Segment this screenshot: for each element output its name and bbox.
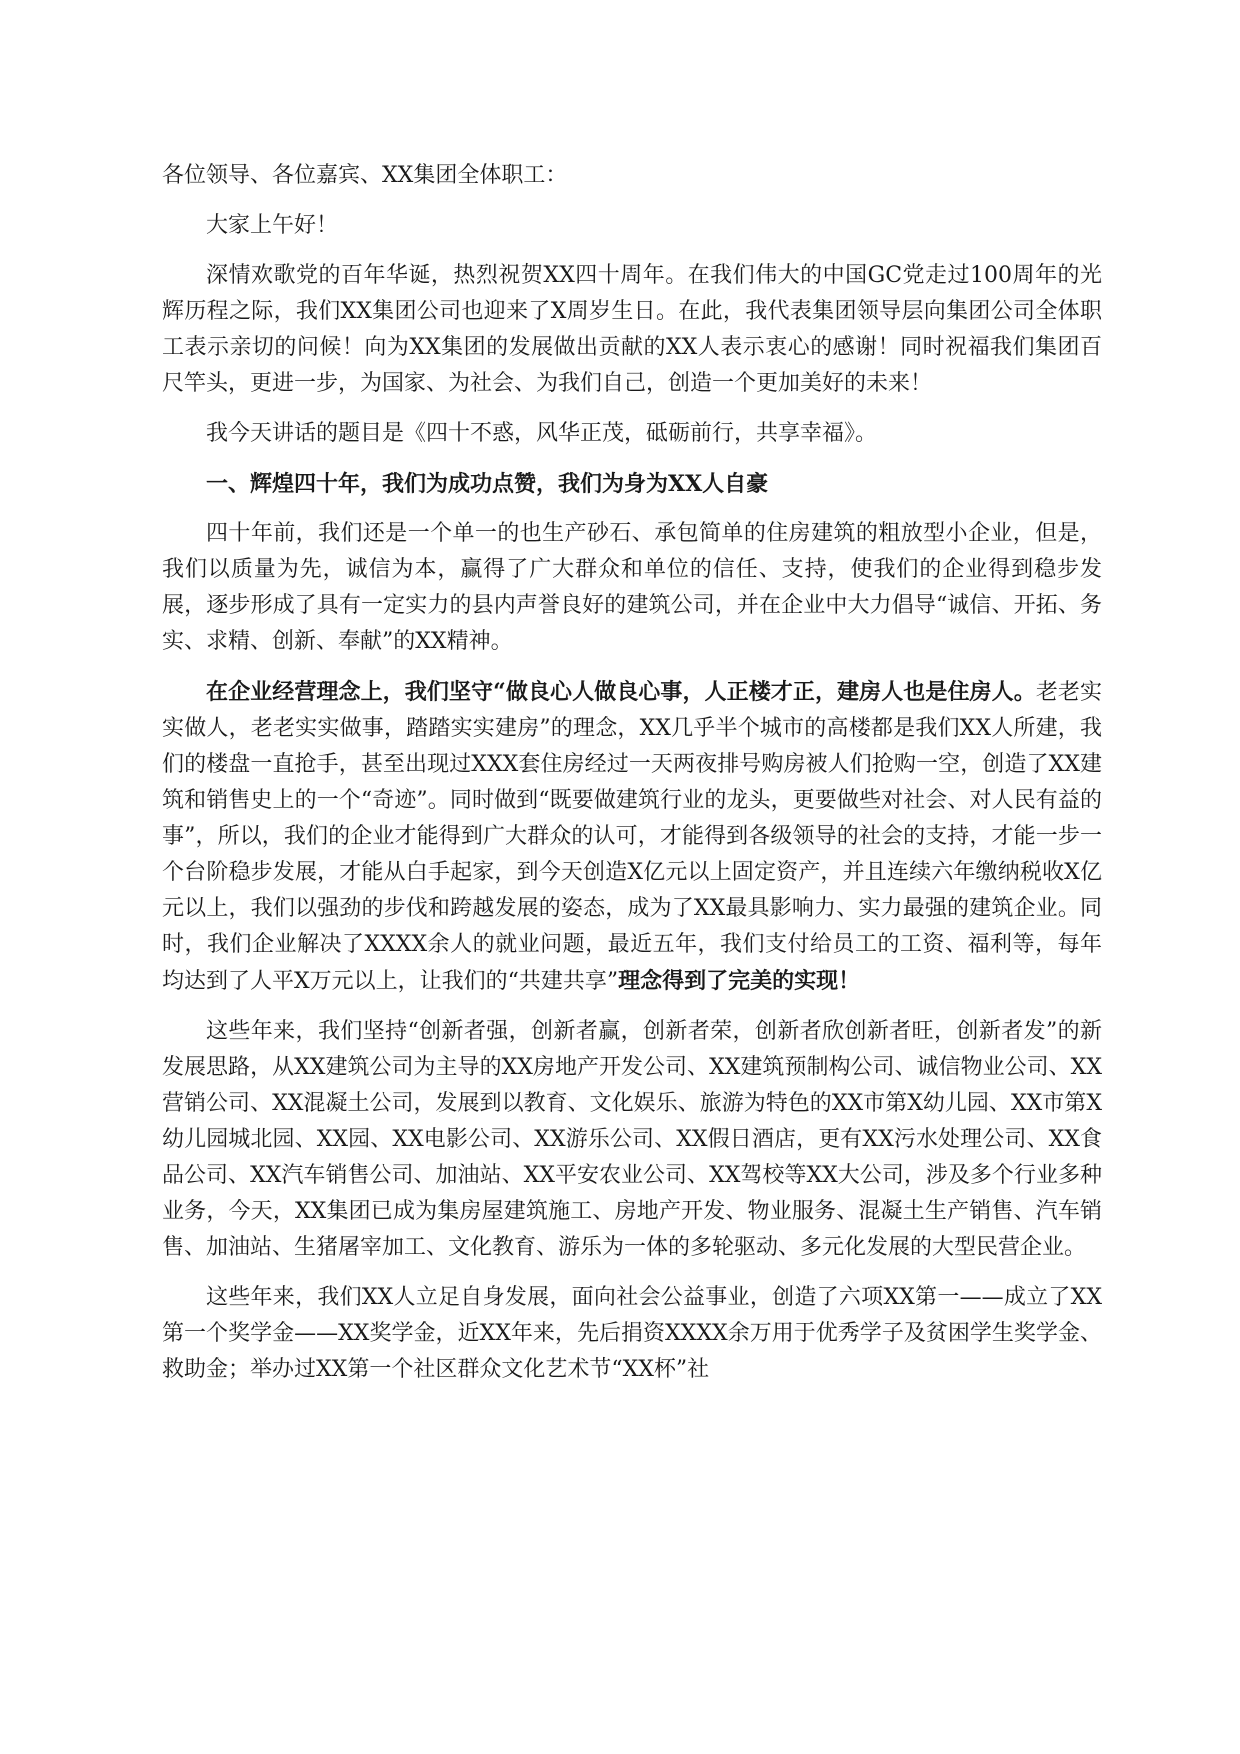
- salutation-line: 大家上午好！: [206, 213, 339, 238]
- document-page: [162, 158, 1102, 1402]
- history-paragraph: 四十年前，我们还是一个单一的也生产砂石、承包简单的住房建筑的粗放型小企业，但是，我们以质量为先，诚信为本，赢得了广大群众和单位的信任、支持，使我们的企业得到稳步发展，逐步形成了具有一定实力的县内声誉良好的建筑公司，并在企业中大力倡导“诚信、开拓、务实、求精、创新、奉献”的XX精神。: [162, 521, 1102, 654]
- innovation-paragraph: 这些年来，我们坚持“创新者强，创新者赢，创新者荣，创新者欣创新者旺，创新者发”的新发展思路，从XX建筑公司为主导的XX房地产开发公司、XX建筑预制构公司、诚信物业公司、XX营销公司、XX混凝土公司，发展到以教育、文化娱乐、旅游为特色的XX市第X幼儿园、XX市第X幼儿园城北园、XX园、XX电影公司、XX游乐公司、XX假日酒店，更有XX污水处理公司、XX食品公司、XX汽车销售公司、加油站、XX平安农业公司、XX驾校等XX大公司，涉及多个行业多种业务，今天，XX集团已成为集房屋建筑施工、房地产开发、物业服务、混凝土生产销售、汽车销售、加油站、生猪屠宰加工、文化教育、游乐为一体的多轮驱动、多元化发展的大型民营企业。: [162, 1019, 1102, 1260]
- concept-paragraph: [162, 674, 1102, 1000]
- section-heading: 一、辉煌四十年，我们为成功点赞，我们为身为XX人自豪: [206, 471, 769, 497]
- topic-paragraph: 我今天讲话的题目是《四十不惑，风华正茂，砥砺前行，共享幸福》。: [206, 421, 878, 446]
- greeting-line: 各位领导、各位嘉宾、XX集团全体职工：: [162, 163, 568, 188]
- intro-paragraph: 深情欢歌党的百年华诞，热烈祝贺XX四十周年。在我们伟大的中国GC党走过100周年的光辉历程之际，我们XX集团公司也迎来了X周岁生日。在此，我代表集团领导层向集团公司全体职工表示亲切的问候！向为XX集团的发展做出贡献的XX人表示衷心的感谢！同时祝福我们集团百尺竿头，更进一步，为国家、为社会、为我们自己，创造一个更加美好的未来！: [162, 263, 1102, 396]
- public-welfare-paragraph: 这些年来，我们XX人立足自身发展，面向社会公益事业，创造了六项XX第一——成立了XX第一个奖学金——XX奖学金，近XX年来，先后捐资XXXX余万用于优秀学子及贫困学生奖学金、救助金；举办过XX第一个社区群众文化艺术节“XX杯”社: [162, 1285, 1102, 1382]
- concept-body-text: 老老实实做人，老老实实做事，踏踏实实建房”的理念，XX几乎半个城市的高楼都是我们XX人所建，我们的楼盘一直抢手，甚至出现过XXX套住房经过一天两夜排号购房被人们抢购一空，创造了XX建筑和销售史上的一个“奇迹”。同时做到“既要做建筑行业的龙头，更要做些对社会、对人民有益的事”，所以，我们的企业才能得到广大群众的认可，才能得到各级领导的社会的支持，才能一步一个台阶稳步发展，才能从白手起家，到今天创造X亿元以上固定资产，并且连续六年缴纳税收X亿元以上，我们以强劲的步伐和跨越发展的姿态，成为了XX最具影响力、实力最强的建筑企业。同时，我们企业解决了XXXX余人的就业问题，最近五年，我们支付给员工的工资、福利等，每年均达到了人平X万元以上，让我们的“共建共享”: [162, 680, 1102, 994]
- concept-bold-lead: 在企业经营理念上，我们坚守“做良心人做良心事，人正楼才正，建房人也是住房人。: [206, 679, 1036, 705]
- concept-bold-tail: 理念得到了完美的实现！: [618, 968, 861, 994]
